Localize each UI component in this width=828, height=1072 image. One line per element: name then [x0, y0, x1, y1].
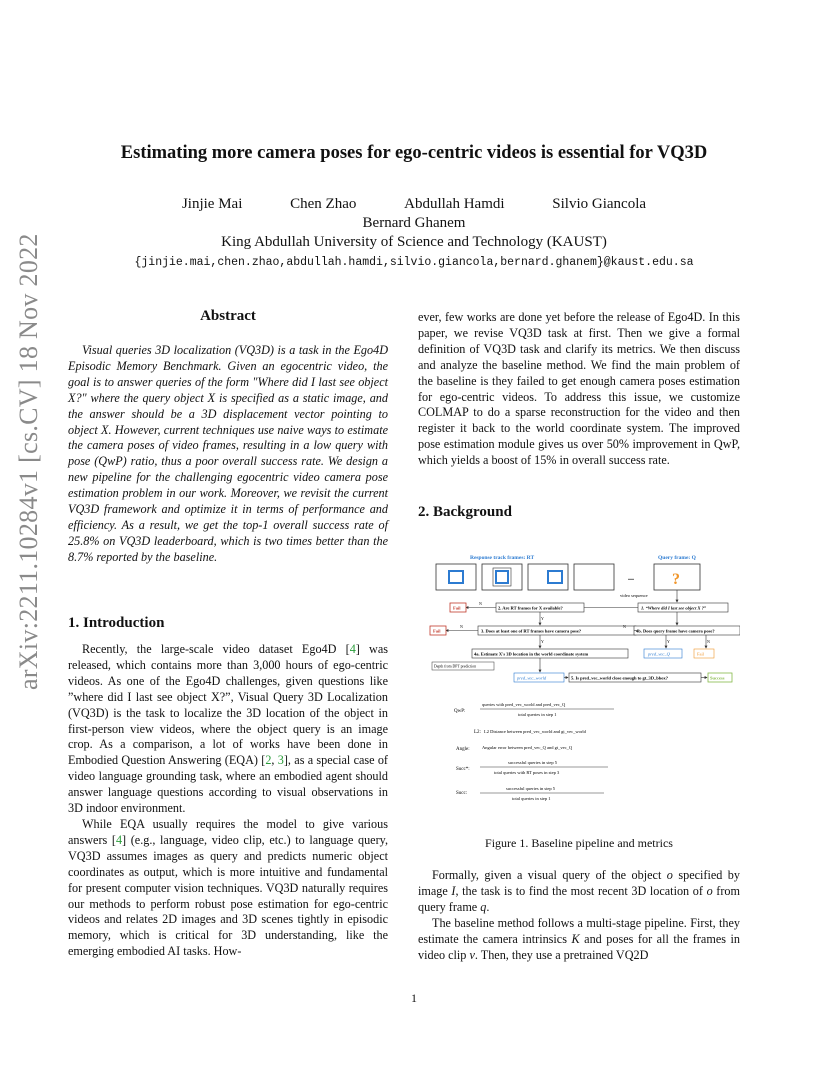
body-paragraph: Formally, given a visual query of the object o specified by image I, the task is to find the most recent 3D location of o from query frame q. [418, 868, 740, 914]
ellipsis: ... [628, 573, 634, 582]
background-text [418, 868, 740, 963]
metrics-block [454, 702, 614, 801]
section-heading-background: 2. Background [418, 504, 512, 520]
paper-title: Estimating more camera poses for ego-centric videos is essential for VQ3D [120, 143, 708, 163]
yes-label: Y [667, 639, 670, 644]
video-frames [436, 564, 700, 590]
abstract-text [68, 343, 388, 566]
author-name: Abdullah Hamdi [404, 196, 505, 212]
abstract-heading: Abstract [200, 308, 256, 324]
no-label: N [460, 624, 463, 629]
citation-link[interactable]: 4 [349, 642, 356, 656]
metric-denominator: total queries in step 1 [518, 712, 557, 717]
metric-denominator: total queries with RT poses in step 3 [494, 770, 560, 775]
metric-text: L2 Distance between pred_vec_world and gt_vec_world [484, 729, 586, 734]
fail-label: Fail [433, 628, 441, 634]
section-heading-introduction: 1. Introduction [68, 615, 165, 631]
step-4a-text: 4a. Estimate X's 3D location in the world coordinate system [474, 651, 589, 657]
fail-label: Fail [697, 651, 705, 657]
response-track-label: Response track frames: RT [470, 555, 535, 561]
metric-numerator: successful queries in step 5 [506, 786, 555, 791]
metric-numerator: queries with pred_vec_world and pred_vec_Q [482, 702, 566, 707]
author-name: Bernard Ghanem [362, 215, 466, 231]
author-name: Chen Zhao [290, 196, 357, 212]
figure-caption: Figure 1. Baseline pipeline and metrics [485, 836, 673, 850]
frame-box [574, 564, 614, 590]
metric-label: Succ: [456, 791, 468, 796]
no-label: N [479, 601, 482, 606]
fail-label: Fail [453, 605, 461, 611]
baseline-pipeline-figure [418, 548, 740, 808]
depth-label: Depth from DPT prediction [434, 664, 477, 669]
yes-label: Y [541, 639, 544, 644]
author-name: Silvio Giancola [552, 196, 647, 212]
intro-paragraph: While EQA usually requires the model to give various answers [4] (e.g., language, video clip, etc.) to language query, VQ3D assumes images as query and predicts numeric object coordinates as output, which is more intuitive and fundamental for present computer vision techniques. VQ3D naturally requires our methods to perform robust pose estimation for ego-centric videos and relates 2D images and 3D scenes tightly in episodic memory, which is critical for 3D understanding, like the emerging embodied AI tasks. How- [68, 816, 388, 959]
video-sequence-label: video sequence [620, 593, 648, 598]
query-frame-label: Query frame: Q [658, 555, 696, 561]
affiliation: King Abdullah University of Science and Technology (KAUST) [221, 234, 607, 250]
metric-label: L2: [474, 730, 481, 735]
metric-label: Angle: [456, 747, 470, 752]
citation-link[interactable]: 4 [115, 832, 123, 847]
body-paragraph: The baseline method follows a multi-stage pipeline. First, they estimate the camera intrinsics K and poses for all the frames in video clip v. Then, they use a pretrained VQ2D [418, 915, 740, 962]
pred-vec-world-label: pred_vec_world [517, 675, 547, 681]
pipeline-diagram [418, 548, 740, 808]
step-4b-text: 4b. Does query frame have camera pose? [636, 628, 715, 634]
no-label: N [707, 639, 710, 644]
intro-paragraph: Recently, the large-scale video dataset Ego4D [4] was released, which contains more than 3,000 hours of ego-centric videos. As one of the Ego4D challenges, given questions like ”where did I last see object X?”, Visual Query 3D Localization (VQ3D) is the task to localize the 3D location of the object in first-person view videos, where the object query is an image crop. As a comparison, a lot of works have been done in Embodied Question Answering (EQA) [2, 3], as a special case of video language grounding task, where an embodied agent should answer language questions according to visual observations in 3D indoor environment. [68, 642, 389, 816]
question-mark-icon: ? [672, 571, 680, 588]
step-5-text: 5. Is pred_vec_world close enough to gt_3D_bbox? [571, 675, 669, 681]
abstract-paragraph: Visual queries 3D localization (VQ3D) is a task in the Ego4D Episodic Memory Benchmark. Given an egocentric video, the goal is to answer queries of the form "Where did I last see object X?" where the query object X is specified as a static image, and the answer should be a 3D displacement vector pointing to object X. However, current techniques use naive ways to estimate the camera poses of video frames, resulting in a low query with pose (QwP) ratio, thus a poor overall success rate. We design a new pipeline for the challenging egocentric video camera pose estimation problem in our work. Moreover, we revisit the current VQ3D framework and optimize it in terms of performance and efficiency. As a result, we get the top-1 overall success rate of 25.8% on VQ3D leaderboard, which is two times better than the 8.7% reported by the baseline. [68, 343, 388, 564]
metric-numerator: successful queries in step 5 [508, 760, 557, 765]
metric-label: Succ*: [456, 767, 470, 772]
step-1-text: 1. “Where did I last see object X ?” [641, 605, 707, 611]
frame-box [436, 564, 476, 590]
author-list [0, 196, 828, 213]
author-emails: {jinjie.mai,chen.zhao,abdullah.hamdi,silvio.giancola,bernard.ghanem}@kaust.edu.sa [134, 256, 694, 269]
arxiv-sidebar: arXiv:2211.10284v1 [cs.CV] 18 Nov 2022 [14, 233, 43, 690]
citation-link[interactable]: 3 [277, 753, 284, 768]
pred-vec-q-label: pred_vec_Q [648, 651, 670, 657]
citation-link[interactable]: 2 [265, 753, 272, 768]
introduction-text [68, 642, 388, 960]
yes-label: Y [541, 616, 544, 621]
step-3-text: 3. Does at least one of RT frames have camera pose? [481, 628, 582, 634]
success-label: Success [710, 675, 725, 681]
author-name: Jinjie Mai [181, 196, 243, 212]
no-label: N [623, 624, 626, 629]
body-paragraph: ever, few works are done yet before the release of Ego4D. In this paper, we revise VQ3D task at first. Then we give a formal definition of VQ3D task and clarify its metrics. We then discuss and analyze the baseline method. We find the main problem of the baseline is they failed to get enough camera poses estimation for ego-centric videos. To address this issue, we customize COLMAP to do a sparse reconstruction for the video and then register it back to the world coordinate system. The improved pose estimation module gives us over 50% improvement in QwP, which yields a boost of 15% in overall success rate. [418, 310, 740, 468]
metric-label: QwP: [454, 709, 466, 714]
page-number: 1 [411, 991, 417, 1005]
metric-text: Angular error between pred_vec_Q and gt_vec_Q [482, 745, 573, 750]
step-2-text: 2. Are RT frames for X available? [498, 605, 563, 611]
right-column-intro-continued [418, 310, 740, 469]
metric-denominator: total queries in step 1 [512, 796, 551, 801]
